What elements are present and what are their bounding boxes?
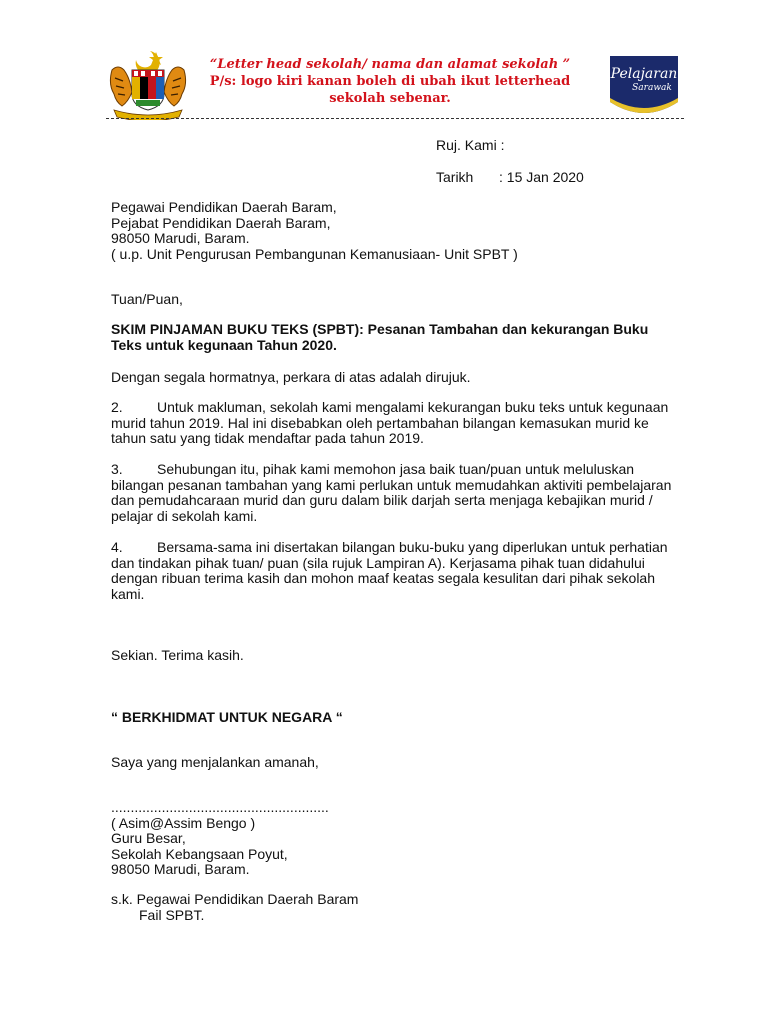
- logo-text-pelajaran: Pelajaran: [610, 66, 678, 82]
- paragraph-3-number: 3.: [111, 461, 123, 477]
- logo-text-sarawak: Sarawak: [632, 83, 672, 93]
- signatory-school: Sekolah Kebangsaan Poyut,: [111, 845, 288, 862]
- paragraph-4-line2: dan tindakan pihak tuan/ puan (sila rujuk Lampiran A). Kerjasama pihak tuan didahului: [111, 554, 645, 571]
- paragraph-4-line3: dengan ribuan terima kasih dan mohon maaf keatas segala kesulitan dari pihak sekolah: [111, 570, 656, 586]
- letterhead-note-line2: P/s: logo kiri kanan boleh di ubah ikut letterhead: [209, 74, 571, 89]
- pelajaran-sarawak-logo-icon: [606, 52, 682, 118]
- paragraph-3-line2: bilangan pesanan tambahan yang kami perlukan untuk memudahkan aktiviti pembelajaran: [111, 476, 672, 493]
- recipient-line1: Pegawai Pendidikan Daerah Baram,: [111, 199, 337, 215]
- paragraph-4-number: 4.: [111, 539, 123, 555]
- recipient-address: [111, 200, 681, 262]
- closing-amanah: Saya yang menjalankan amanah,: [111, 754, 319, 770]
- closing-motto: “ BERKHIDMAT UNTUK NEGARA “: [111, 709, 343, 725]
- paragraph-4: [111, 540, 681, 602]
- tarikh-value: : 15 Jan 2020: [499, 169, 584, 185]
- letterhead-note: [200, 56, 580, 107]
- paragraph-3-line3: dan pemudahcaraan murid dan guru dalam bilik darjah serta menjaga kebajikan murid /: [111, 492, 653, 508]
- letter-subject: [111, 322, 681, 353]
- paragraph-3-line4: pelajar di sekolah kami.: [111, 507, 258, 524]
- paragraph-2-line2: murid tahun 2019. Hal ini disebabkan oleh pertambahan bilangan kemasukan murid ke: [111, 414, 649, 431]
- paragraph-4-line1: Bersama-sama ini disertakan bilangan buku-buku yang diperlukan untuk perhatian: [157, 539, 668, 555]
- tarikh-label: Tarikh: [436, 169, 474, 185]
- letterhead-divider: [106, 118, 684, 119]
- ruj-kami-label: Ruj. Kami :: [436, 137, 505, 153]
- signatory-title: Guru Besar,: [111, 830, 186, 846]
- opening-line: Dengan segala hormatnya, perkara di atas adalah dirujuk.: [111, 369, 471, 385]
- letterhead-note-line3: sekolah sebenar.: [329, 91, 451, 106]
- cc-line1: s.k. Pegawai Pendidikan Daerah Baram: [111, 891, 359, 907]
- paragraph-3: [111, 462, 681, 524]
- paragraph-3-line1: Sehubungan itu, pihak kami memohon jasa baik tuan/puan untuk meluluskan: [157, 461, 635, 477]
- recipient-line4: ( u.p. Unit Pengurusan Pembangunan Kemanusiaan- Unit SPBT ): [111, 245, 518, 262]
- paragraph-2-number: 2.: [111, 399, 123, 415]
- malaysia-coat-of-arms-icon: [106, 48, 190, 120]
- paragraph-4-line4: kami.: [111, 585, 145, 602]
- signatory-address: 98050 Marudi, Baram.: [111, 861, 250, 877]
- letterhead-note-line1: “Letter head sekolah/ nama dan alamat sekolah ”: [209, 57, 571, 72]
- cc-block: [111, 892, 681, 923]
- recipient-line3: 98050 Marudi, Baram.: [111, 230, 250, 246]
- signature-line: ........................................................: [111, 799, 329, 815]
- subject-line2: Teks untuk kegunaan Tahun 2020.: [111, 336, 337, 353]
- paragraph-2-line1: Untuk makluman, sekolah kami mengalami kekurangan buku teks untuk kegunaan: [157, 399, 669, 415]
- paragraph-2: [111, 400, 681, 447]
- paragraph-2-line3: tahun satu yang tidak mendaftar pada tahun 2019.: [111, 430, 424, 446]
- signature-block: [111, 800, 681, 878]
- subject-line1: SKIM PINJAMAN BUKU TEKS (SPBT): Pesanan Tambahan dan kekurangan Buku: [111, 321, 649, 337]
- salutation: Tuan/Puan,: [111, 291, 183, 307]
- cc-line2: Fail SPBT.: [139, 906, 205, 923]
- closing-sekian: Sekian. Terima kasih.: [111, 647, 244, 663]
- signatory-name: ( Asim@Assim Bengo ): [111, 814, 256, 831]
- recipient-line2: Pejabat Pendidikan Daerah Baram,: [111, 214, 331, 231]
